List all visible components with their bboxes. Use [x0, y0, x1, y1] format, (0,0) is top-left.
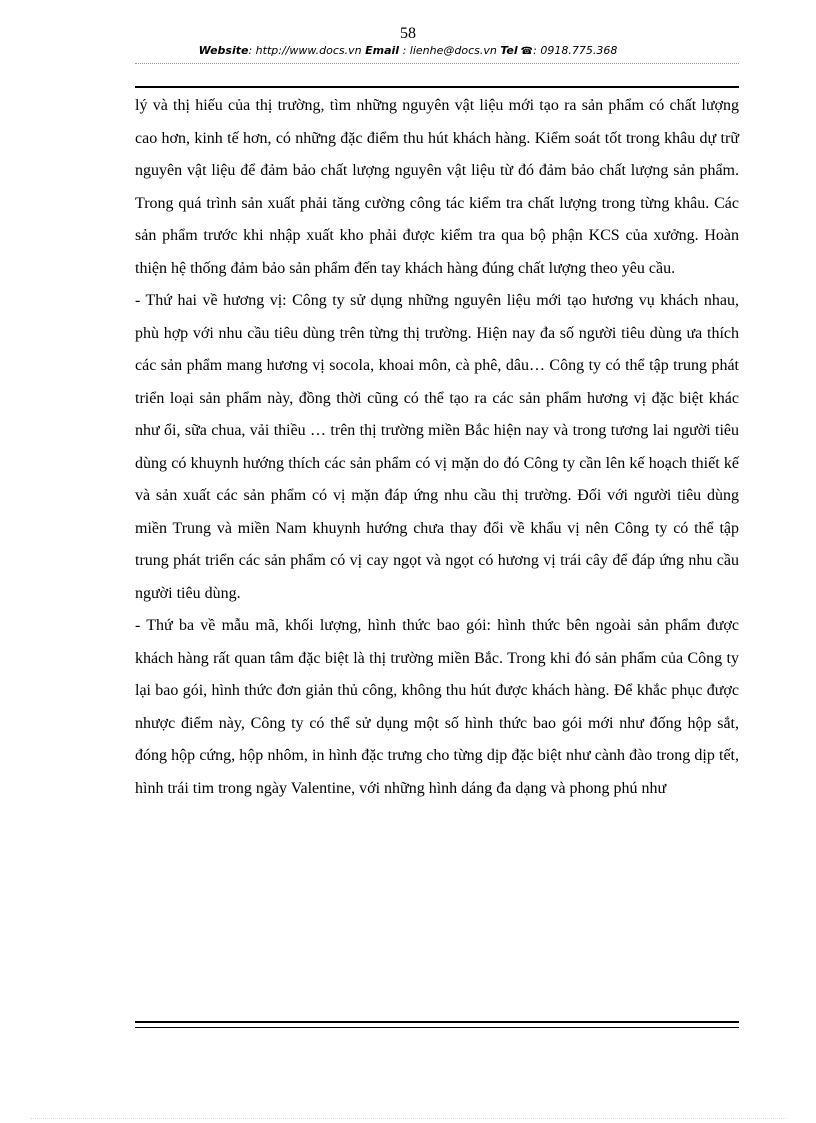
- body-text: [135, 90, 739, 805]
- header-divider-thin: [135, 63, 739, 64]
- website-label: Website: [198, 44, 249, 57]
- page-number: 58: [400, 25, 416, 42]
- page-bottom-border: [30, 1118, 786, 1119]
- tel-number: : 0918.775.368: [533, 44, 618, 57]
- footer-divider: [135, 1021, 739, 1028]
- paragraph-3: - Thứ ba về mẫu mã, khối lượng, hình thức bao gói: hình thức bên ngoài sản phẩm được khách hàng rất quan tâm đặc biệt là thị trường miền Bắc. Trong khi đó sản phẩm của Công ty lại bao gói, hình thức đơn giản thủ công, không thu hút được khách hàng. Để khắc phục được nhược điểm này, Công ty có thể sử dụng một số hình thức bao gói mới như đống hộp sắt, đóng hộp cứng, hộp nhôm, in hình đặc trưng cho từng dịp đặc biệt như cành đào trong dịp tết, hình trái tim trong ngày Valentine, với những hình dáng đa dạng và phong phú như: [135, 617, 739, 797]
- paragraph-1: lý và thị hiếu của thị trường, tìm những nguyên vật liệu mới tạo ra sản phẩm có chất lượng cao hơn, kinh tế hơn, có những đặc điểm thu hút khách hàng. Kiểm soát tốt trong khâu dự trữ nguyên vật liệu để đảm bảo chất lượng nguyên vật liệu từ đó đảm bảo chất lượng sản phẩm. Trong quá trình sản xuất phải tăng cường công tác kiểm tra chất lượng trong từng khâu. Các sản phẩm trước khi nhập xuất kho phải được kiểm tra qua bộ phận KCS của xưởng. Hoàn thiện hệ thống đảm bảo sản phẩm đến tay khách hàng đúng chất lượng theo yêu cầu.: [135, 97, 739, 277]
- tel-label: Tel: [500, 44, 518, 57]
- document-header: [0, 43, 816, 60]
- email-address[interactable]: : lienhe@docs.vn: [402, 44, 497, 57]
- website-url[interactable]: : http://www.docs.vn: [248, 44, 362, 57]
- email-label: Email: [365, 44, 400, 57]
- paragraph-2: - Thứ hai về hương vị: Công ty sử dụng những nguyên liệu mới tạo hương vụ khách nhau, phù hợp với nhu cầu tiêu dùng trên từng thị trường. Hiện nay đa số người tiêu dùng ưa thích các sản phẩm mang hương vị socola, khoai môn, cà phê, dâu… Công ty có thể tập trung phát triển loại sản phẩm này, đồng thời cũng có thể tạo ra các sản phẩm hương vị đặc biệt khác như ổi, sữa chua, vải thiều … trên thị trường miền Bắc hiện nay và trong tương lai người tiêu dùng có khuynh hướng thích các sản phẩm có vị mặn do đó Công ty cần lên kế hoạch thiết kế và sản xuất các sản phẩm có vị mặn đáp ứng nhu cầu thị trường. Đối với người tiêu dùng miền Trung và miền Nam khuynh hướng chưa thay đổi về khẩu vị nên Công ty có thể tập trung phát triển các sản phẩm có vị cay ngọt và ngọt có hương vị trái cây để đáp ứng nhu cầu người tiêu dùng.: [135, 292, 739, 602]
- header-divider: [135, 86, 739, 88]
- telephone-icon: ☎: [520, 46, 534, 57]
